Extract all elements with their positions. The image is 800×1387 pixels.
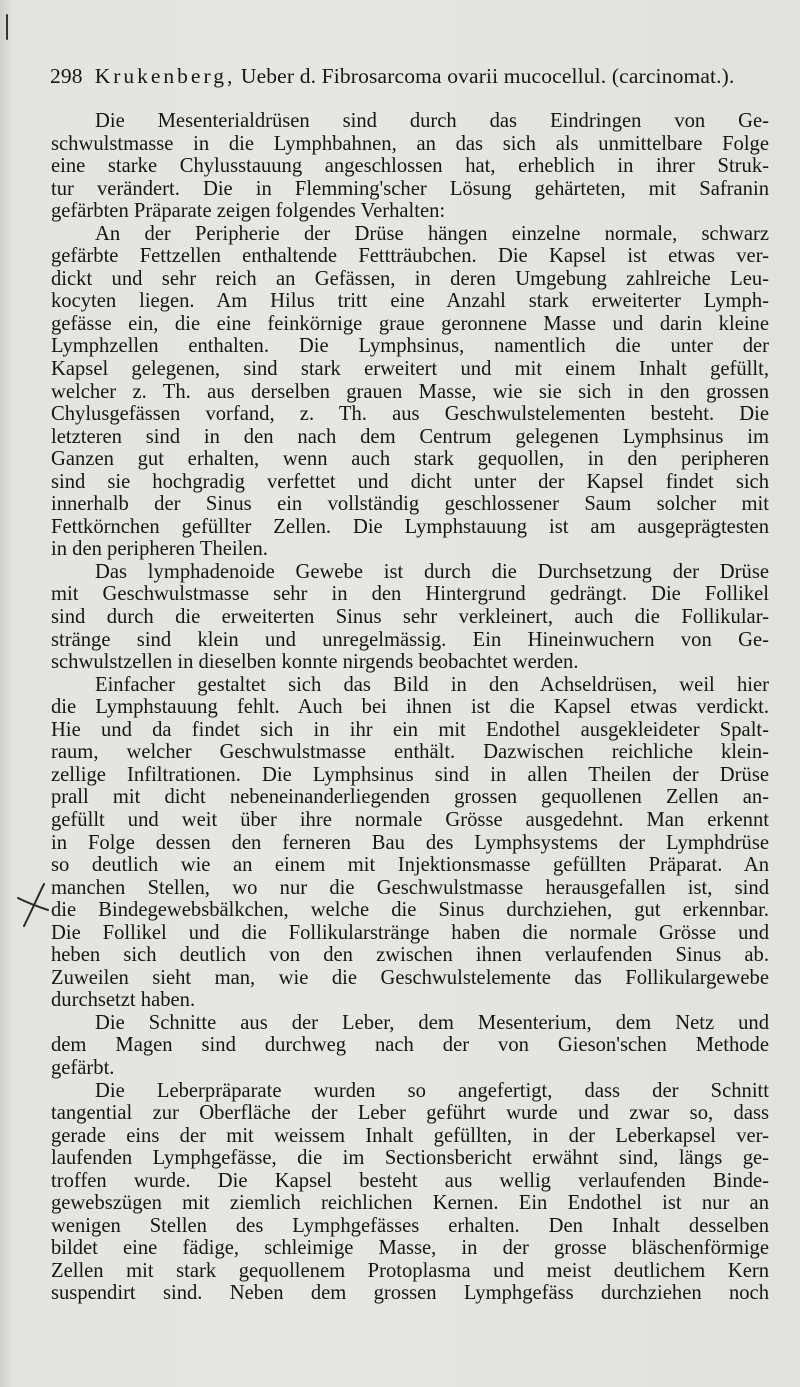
text-line: gefärbt.	[51, 1056, 115, 1079]
text-line: gewebszügen mit ziemlich reichlichen Kernen. Ein Endothel ist nur an	[51, 1192, 769, 1215]
text-line: Zellen mit stark gequollenem Protoplasma und meist deutlichem Kern	[51, 1259, 769, 1282]
text-line: Die Schnitte aus der Leber, dem Mesenterium, dem Netz und	[95, 1011, 769, 1034]
text-line: Die Follikel und die Follikularstränge haben die normale Grösse und	[51, 921, 769, 944]
text-line: innerhalb der Sinus ein vollständig geschlossener Saum solcher mit	[51, 493, 769, 516]
text-line: Das lymphadenoide Gewebe ist durch die Durchsetzung der Drüse	[95, 560, 769, 583]
text-line: Die Leberpräparate wurden so angefertigt, dass der Schnitt	[95, 1079, 769, 1102]
text-line: troffen wurde. Die Kapsel besteht aus wellig verlaufenden Binde-	[51, 1169, 769, 1192]
page-number: 298	[50, 64, 83, 88]
text-line: gefässe ein, die eine feinkörnige graue geronnene Masse und darin kleine	[51, 312, 769, 335]
text-line: Hie und da findet sich in ihr ein mit Endothel ausgekleideter Spalt-	[51, 718, 769, 741]
text-line: eine starke Chylusstauung angeschlossen hat, erheblich in ihrer Struk-	[51, 155, 769, 178]
running-title-author: Krukenberg,	[94, 64, 236, 88]
text-line: Zuweilen sieht man, wie die Geschwulstelemente das Follikulargewebe	[51, 966, 769, 989]
text-line: gefärbten Präparate zeigen folgendes Verhalten:	[51, 200, 446, 223]
text-line: letzteren sind in den nach dem Centrum gelegenen Lymphsinus im	[51, 425, 769, 448]
text-line: durchsetzt haben.	[51, 989, 196, 1012]
text-line: Die Mesenterialdrüsen sind durch das Eindringen von Ge-	[95, 110, 769, 132]
text-line: stränge sind klein und unregelmässig. Ein Hineinwuchern von Ge-	[51, 628, 769, 651]
running-title: Ueber d. Fibrosarcoma ovarii mucocellul. (carcinomat.).	[240, 64, 735, 88]
text-line: welcher z. Th. aus derselben grauen Masse, wie sie sich in den grossen	[51, 380, 769, 403]
body-text	[51, 110, 769, 1305]
text-line: tur verändert. Die in Flemming'scher Lösung gehärteten, mit Safranin	[51, 177, 769, 200]
text-line: sind sie hochgradig verfettet und dicht unter der Kapsel findet sich	[51, 470, 769, 493]
text-line: schwulstmasse in die Lymphbahnen, an das sich als unmittelbare Folge	[51, 132, 769, 155]
text-line: in den peripheren Theilen.	[51, 538, 268, 561]
text-line: sind durch die erweiterten Sinus sehr verkleinert, auch die Follikular-	[51, 606, 769, 629]
text-line: gerade eins der mit weissem Inhalt gefüllten, in der Leberkapsel ver-	[51, 1124, 769, 1147]
text-line: raum, welcher Geschwulstmasse enthält. Dazwischen reichliche klein-	[51, 741, 769, 764]
running-header	[50, 61, 790, 91]
text-line: gefärbte Fettzellen enthaltende Fettträubchen. Die Kapsel ist etwas ver-	[51, 245, 769, 268]
text-line: kocyten liegen. Am Hilus tritt eine Anzahl stark erweiterter Lymph-	[51, 290, 769, 313]
text-line: An der Peripherie der Drüse hängen einzelne normale, schwarz	[95, 222, 769, 245]
text-line: tangential zur Oberfläche der Leber geführt wurde und zwar so, dass	[51, 1102, 769, 1125]
text-line: laufenden Lymphgefässe, die im Sectionsbericht erwähnt sind, längs ge-	[51, 1147, 769, 1170]
text-line: Chylusgefässen vorfand, z. Th. aus Geschwulstelementen besteht. Die	[51, 403, 769, 426]
text-line: manchen Stellen, wo nur die Geschwulstmasse herausgefallen ist, sind	[51, 876, 769, 899]
text-line: in Folge dessen den ferneren Bau des Lymphsystems der Lymphdrüse	[51, 831, 769, 854]
text-line: so deutlich wie an einem mit Injektionsmasse gefüllten Präparat. An	[51, 854, 769, 877]
text-line: bildet eine fädige, schleimige Masse, in der grosse bläschenförmige	[51, 1237, 769, 1260]
text-line: heben sich deutlich von den zwischen ihnen verlaufenden Sinus ab.	[51, 944, 769, 967]
text-line: Ganzen gut erhalten, wenn auch stark gequollen, in den peripheren	[51, 448, 769, 471]
text-line: Fettkörnchen gefüllter Zellen. Die Lymphstauung ist am ausgeprägtesten	[51, 515, 769, 538]
text-line: Kapsel gelegenen, sind stark erweitert und mit einem Inhalt gefüllt,	[51, 358, 769, 381]
text-line: die Lymphstauung fehlt. Auch bei ihnen ist die Kapsel etwas verdickt.	[51, 696, 769, 719]
text-line: Lymphzellen enthalten. Die Lymphsinus, namentlich die unter der	[51, 335, 769, 358]
text-line: schwulstzellen in dieselben konnte nirgends beobachtet werden.	[51, 651, 579, 674]
text-line: suspendirt sind. Neben dem grossen Lymphgefäss durchziehen noch	[51, 1282, 769, 1305]
handwritten-margin-mark	[14, 880, 54, 928]
text-line: prall mit dicht nebeneinanderliegenden grossen gequollenen Zellen an-	[51, 786, 769, 809]
text-line: mit Geschwulstmasse sehr in den Hintergrund gedrängt. Die Follikel	[51, 583, 769, 606]
text-line: die Bindegewebsbälkchen, welche die Sinus durchziehen, gut erkennbar.	[51, 899, 769, 922]
text-line: wenigen Stellen des Lymphgefässes erhalten. Den Inhalt desselben	[51, 1214, 769, 1237]
page-edge-mark	[6, 14, 8, 40]
text-line: dem Magen sind durchweg nach der von Gieson'schen Methode	[51, 1034, 769, 1057]
text-line: Einfacher gestaltet sich das Bild in den Achseldrüsen, weil hier	[95, 673, 769, 696]
text-line: zellige Infiltrationen. Die Lymphsinus sind in allen Theilen der Drüse	[51, 763, 769, 786]
text-line: dickt und sehr reich an Gefässen, in deren Umgebung zahlreiche Leu-	[51, 267, 769, 290]
text-line: gefüllt und weit über ihre normale Grösse ausgedehnt. Man erkennt	[51, 808, 769, 831]
